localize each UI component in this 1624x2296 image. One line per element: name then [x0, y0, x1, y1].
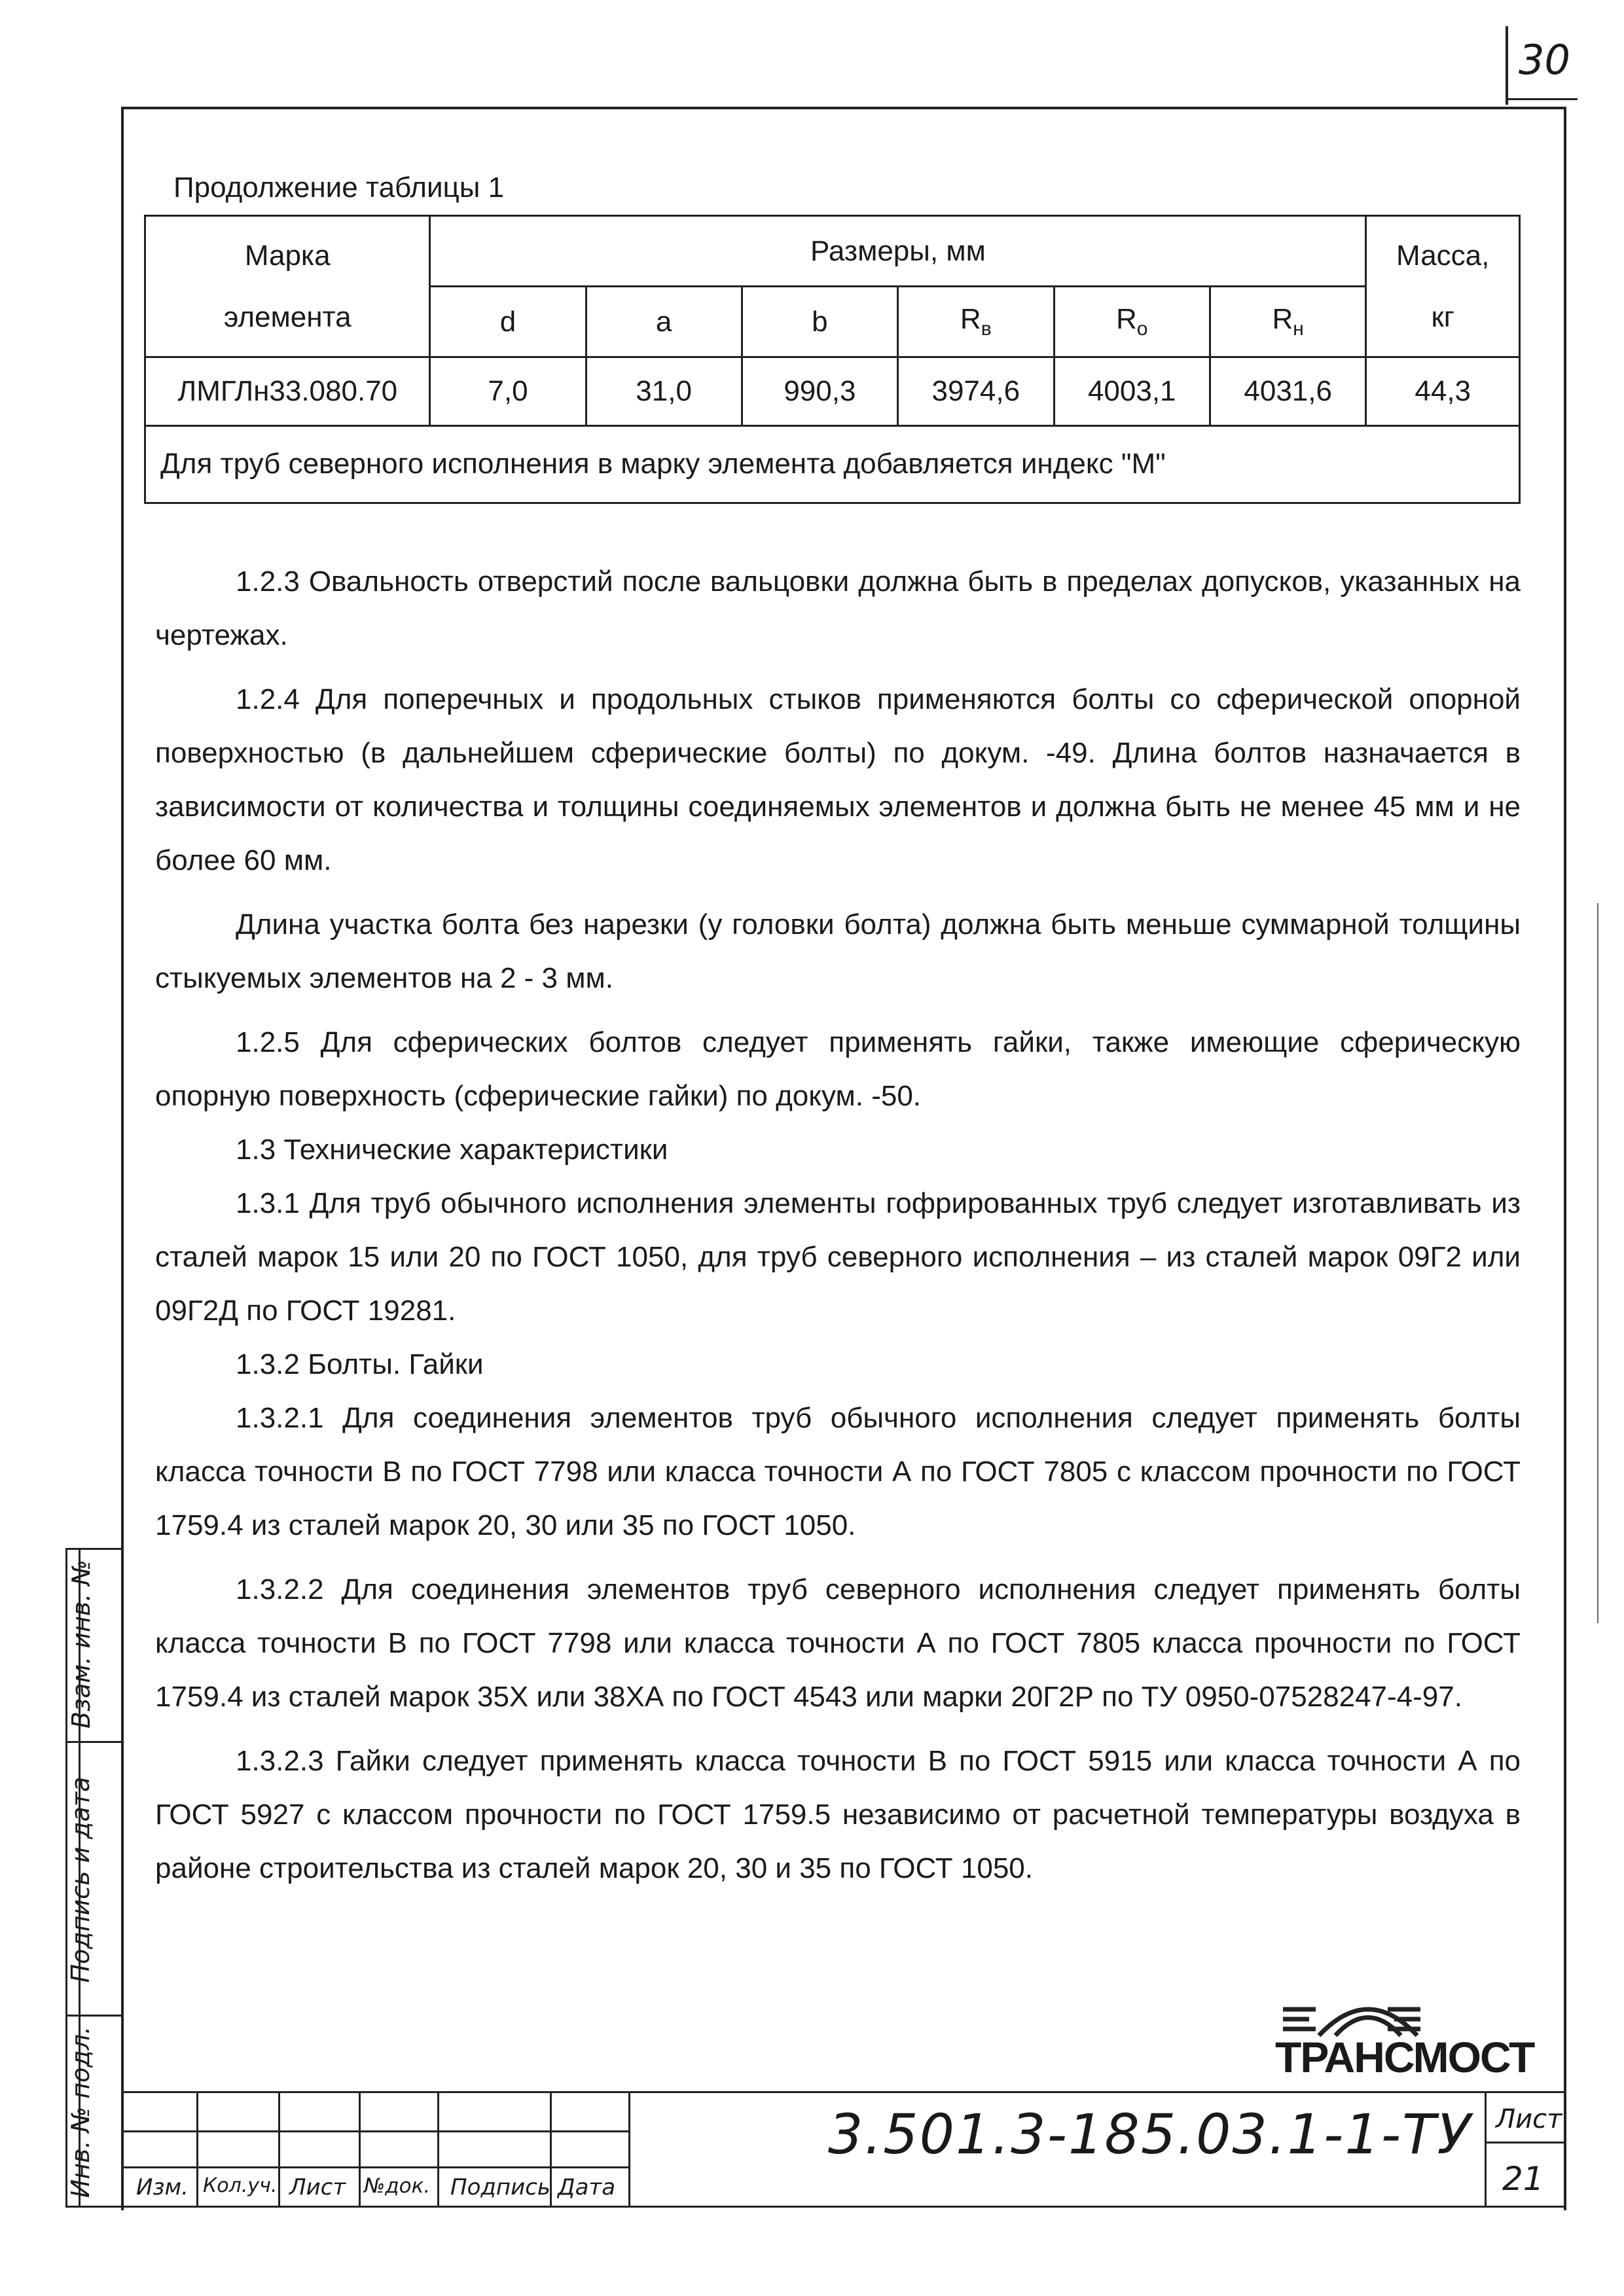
stamp-bottom-line [65, 2206, 1564, 2208]
cell-ro: 4003,1 [1054, 357, 1210, 425]
paragraph: 1.3.2 Болты. Гайки [236, 1348, 484, 1380]
stamp-list: Лист [289, 2174, 346, 2200]
stamp-col-line [628, 2091, 630, 2208]
paragraph: Длина участка болта без нарезки (у головки болта) должна быть меньше суммарной толщины стыкуемых элементов на 2 - 3 мм. [155, 908, 1521, 994]
stamp-col-line [278, 2091, 280, 2208]
col-ro-base: R [1115, 303, 1137, 336]
cell-d: 7,0 [430, 357, 586, 425]
header-mark-top: Марка [244, 239, 331, 272]
cell-a: 31,0 [586, 357, 742, 425]
sidebar-podpis-data: Подпись и дата [66, 1776, 95, 1983]
stamp-n-dok: №док. [364, 2174, 431, 2198]
paragraph: 1.3.2.1 Для соединения элементов труб обычного исполнения следует применять болты класса точности В по ГОСТ 7798 или класса точности А по ГОСТ 7805 с классом прочности по ГОСТ 1759.4 из сталей марок 20, 30 или 35 по ГОСТ 1050. [155, 1402, 1521, 1541]
sheet-number: 21 [1502, 2160, 1544, 2198]
col-rv [898, 287, 1054, 357]
stamp-col-line [359, 2091, 361, 2208]
page-number: 30 [1519, 36, 1570, 84]
cell-b: 990,3 [742, 357, 897, 425]
col-rv-sub: в [981, 318, 992, 340]
header-mass [1366, 216, 1520, 357]
cell-rv: 3974,6 [898, 357, 1054, 425]
col-rn-base: R [1272, 303, 1293, 336]
stamp-sheet-divider [1485, 2142, 1564, 2144]
stamp-data: Дата [558, 2174, 616, 2200]
table-caption: Продолжение таблицы 1 [173, 171, 505, 204]
spec-table [144, 215, 1521, 504]
document-code: 3.501.3-185.03.1-1-ТУ [828, 2102, 1472, 2166]
stamp-col-line [1485, 2091, 1487, 2208]
header-mark-bottom: элемента [223, 300, 352, 333]
stamp-podpis: Подпись [450, 2174, 550, 2200]
col-rv-base: R [960, 303, 981, 336]
paragraph: 1.2.5 Для сферических болтов следует применять гайки, также имеющие сферическую опорную поверхность (сферические гайки) по докум. -50. [155, 1026, 1521, 1112]
paragraph: 1.3.2.2 Для соединения элементов труб северного исполнения следует применять болты класса точности В по ГОСТ 7798 или класса точности А по ГОСТ 7805 класса прочности по ГОСТ 1759.4 из сталей марок 35Х или 38ХА по ГОСТ 4543 или марки 20Г2Р по ТУ 0950-07528247-4-97. [155, 1573, 1521, 1713]
cell-rn: 4031,6 [1210, 357, 1365, 425]
cell-mark: ЛМГЛн33.080.70 [145, 357, 430, 425]
sheet-label: Лист [1496, 2104, 1562, 2134]
body-text [155, 555, 1521, 1895]
col-b: b [742, 287, 897, 357]
paragraph: 1.2.4 Для поперечных и продольных стыков применяются болты со сферической опорной поверхностью (в дальнейшем сферические болты) по докум. -49. Длина болтов назначается в зависимости от количества и толщины соединяемых элементов и должна быть не менее 45 мм и не более 60 мм. [155, 683, 1521, 876]
sidebar-inv-podl: Инв. № подл. [66, 2026, 95, 2198]
header-dimensions: Размеры, мм [430, 216, 1366, 287]
cell-mass: 44,3 [1366, 357, 1520, 425]
col-a: a [586, 287, 742, 357]
col-rn-sub: н [1293, 318, 1304, 340]
stamp-kol-uch: Кол.уч. [203, 2174, 278, 2197]
scan-edge-line [1597, 903, 1598, 1623]
company-logo-text: ТРАНСМОСТ [1275, 2033, 1534, 2081]
stamp-izm: Изм. [136, 2174, 189, 2200]
table-note: Для труб северного исполнения в марку элемента добавляется индекс "М" [145, 425, 1520, 503]
paragraph: 1.3.2.3 Гайки следует применять класса точности В по ГОСТ 5915 или класса точности А по ГОСТ 5927 с классом прочности по ГОСТ 1759.5 независимо от расчетной температуры воздуха в районе строительства из сталей марок 20, 30 и 35 по ГОСТ 1050. [155, 1745, 1521, 1884]
header-mark [145, 216, 430, 357]
paragraph: 1.2.3 Овальность отверстий после вальцовки должна быть в пределах допусков, указанных на чертежах. [155, 565, 1521, 651]
table-row [145, 357, 1520, 425]
top-right-underline [1506, 98, 1578, 100]
paragraph: 1.3 Технические характеристики [236, 1134, 668, 1166]
paragraph: 1.3.1 Для труб обычного исполнения элементы гофрированных труб следует изготавливать из сталей марок 15 или 20 по ГОСТ 1050, для труб северного исполнения – из сталей марок 09Г2 или 09Г2Д по ГОСТ 19281. [155, 1187, 1521, 1327]
top-right-rule [1506, 26, 1508, 105]
col-d: d [430, 287, 586, 357]
header-mass-bottom: кг [1431, 300, 1454, 333]
header-mass-top: Масса, [1396, 239, 1490, 272]
col-ro [1054, 287, 1210, 357]
sidebar-vzam-inv: Взам. инв. № [67, 1560, 96, 1729]
col-rn [1210, 287, 1365, 357]
stamp-col-line [437, 2091, 439, 2208]
stamp-top-line [121, 2091, 1564, 2093]
stamp-col-line [196, 2091, 198, 2208]
col-ro-sub: о [1136, 318, 1148, 340]
